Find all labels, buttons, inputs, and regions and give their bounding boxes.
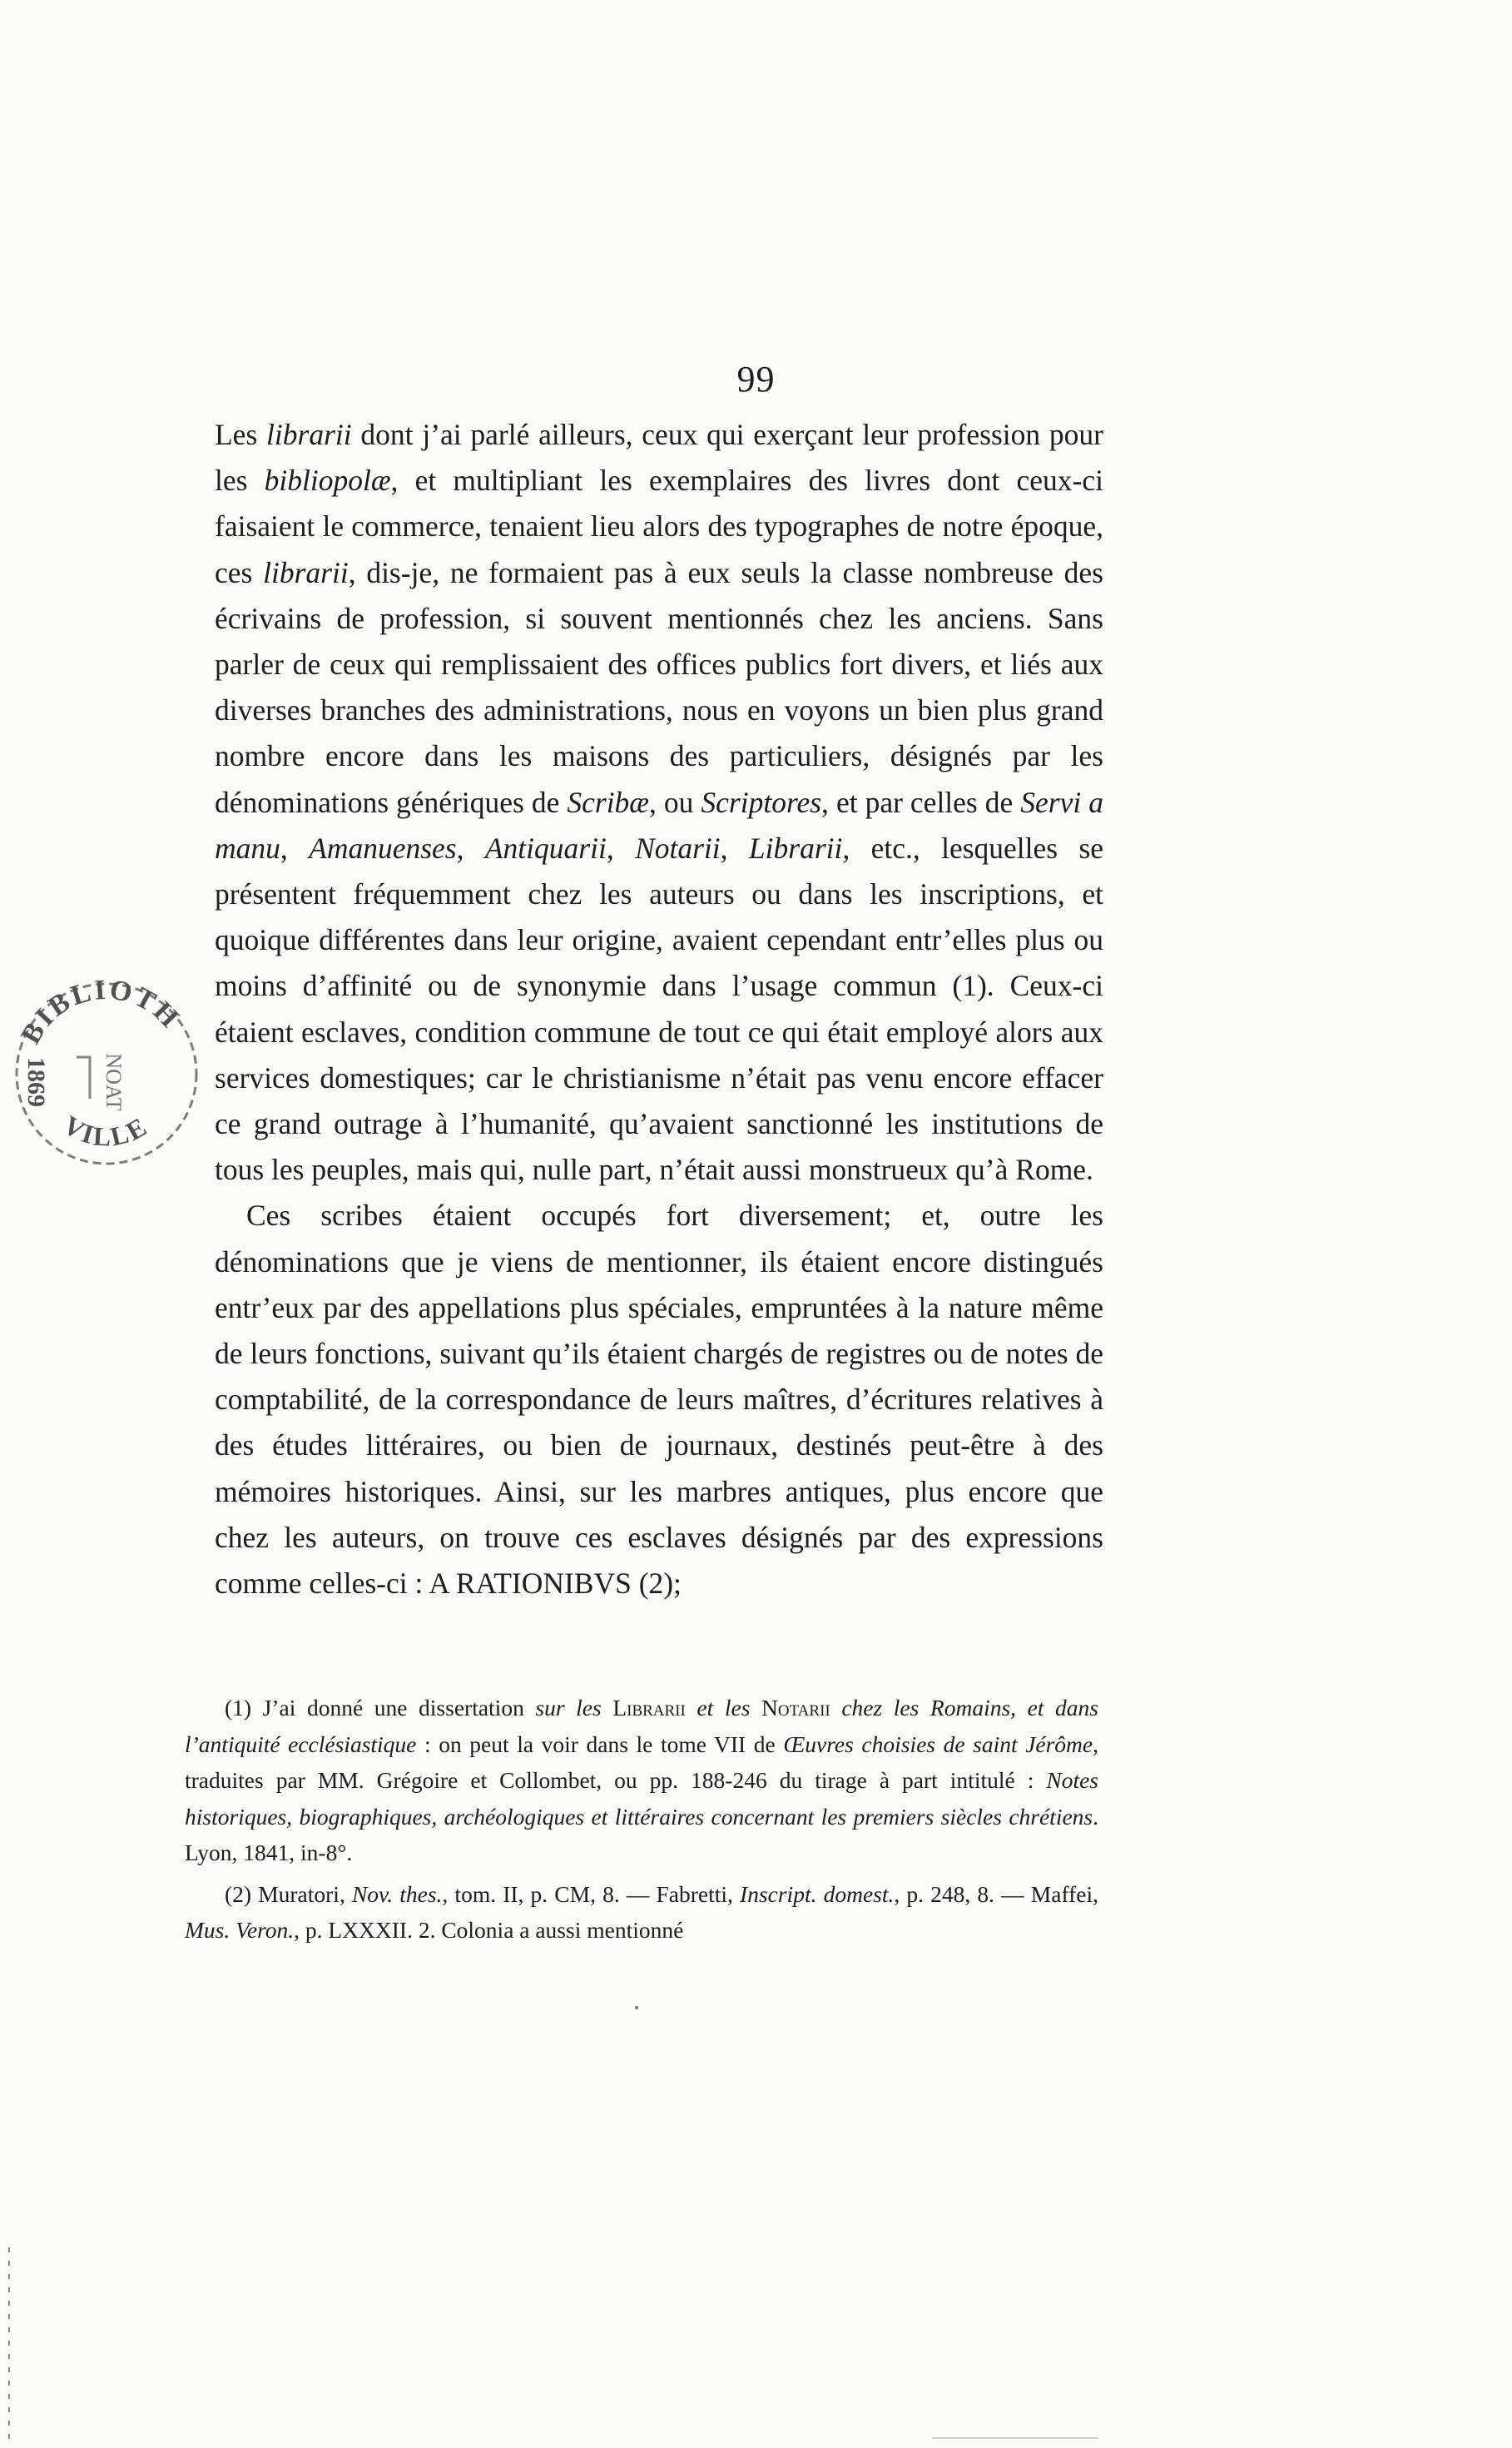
italic-span: Inscript. domest. xyxy=(740,1880,895,1907)
main-text xyxy=(215,412,1103,1606)
italic-span: Librarii xyxy=(748,831,843,865)
italic-span: Scribæ xyxy=(567,785,649,819)
italic-span: librarii xyxy=(263,555,349,589)
paragraph: Ces scribes étaient occupés fort diversement; et, outre les dénominations que je viens de mentionner, ils étaient encore distingués entr’eux par des appellations plus spéciales, empruntées à la nature même de leurs fonctions, suivant qu’ils étaient chargés de registres ou de notes de comptabilité, de la correspondance de leurs maîtres, d’écritures relatives à des études littéraires, ou bien de journaux, destinés peut-être à des mémoires historiques. Ainsi, sur les marbres antiques, plus encore que chez les auteurs, on trouve ces esclaves désignés par des expressions comme celles-ci : A RATIONIBVS (2); xyxy=(215,1199,1103,1601)
italic-span: chez les Romains, et dans l’antiquité ecclésiastique xyxy=(185,1695,1099,1757)
italic-span: et les xyxy=(685,1695,762,1721)
bottom-rule xyxy=(932,2437,1098,2439)
stamp-year: 1869 xyxy=(22,1057,50,1107)
italic-span: Antiquarii xyxy=(484,831,607,865)
italic-span: Nov. thes. xyxy=(351,1880,443,1907)
italic-span: Mus. Veron. xyxy=(185,1917,295,1943)
italic-span: sur les xyxy=(535,1695,613,1721)
page-number: 99 xyxy=(736,359,776,400)
margin-mark xyxy=(7,2247,12,2439)
footnotes xyxy=(185,1690,1098,1949)
stamp-top-text: BIBLIOTH xyxy=(15,974,186,1050)
paragraph: Les librarii dont j’ai parlé ailleurs, ceux qui exerçant leur profession pour les bibliopolæ, et multipliant les exemplaires des livres dont ceux-ci faisaient le commerce, tenaient lieu alors des typographes de notre époque, ces librarii, dis-je, ne formaient pas à eux seuls la classe nombreuse des écrivains de profession, si souvent mentionnés chez les anciens. Sans parler de ceux qui remplissaient des offices publics fort divers, et liés aux diverses branches des administrations, nous en voyons un bien plus grand nombre encore dans les maisons des particuliers, désignés par les dénominations génériques de Scribæ, ou Scriptores, et par celles de Servi a manu, Amanuenses, Antiquarii, Notarii, Librarii, etc., lesquelles se présentent fréquemment chez les auteurs ou dans les inscriptions, et quoique différentes dans leur origine, avaient cependant entr’elles plus ou moins d’affinité ou de synonymie dans l’usage commun (1). Ceux-ci étaient esclaves, condition commune de tout ce qui était employé alors aux services domestiques; car le christianisme n’était pas venu encore effacer ce grand outrage à l’humanité, qu’avaient sanctionné les institutions de tous les peuples, mais qui, nulle part, n’était aussi monstrueux qu’à Rome. xyxy=(215,418,1104,1187)
italic-span: librarii xyxy=(266,418,352,451)
italic-span: Notes historiques, biographiques, archéologiques et littéraires concernant les premiers siècles chrétiens xyxy=(185,1767,1098,1830)
italic-span: Scriptores xyxy=(701,785,822,819)
italic-span: Amanuenses xyxy=(309,831,457,865)
stamp-bottom-text: VILLE xyxy=(58,1109,154,1152)
italic-span: Servi a manu xyxy=(215,785,1104,865)
small-caps-span: Notarii xyxy=(761,1695,830,1721)
ink-speck xyxy=(635,2006,638,2009)
small-caps-span: Librarii xyxy=(612,1695,686,1721)
stamp-center-text: NOAT xyxy=(102,1053,126,1111)
library-stamp xyxy=(7,957,198,1178)
footnote: (1) J’ai donné une dissertation sur les Librarii et les Notarii chez les Romains, et dans l’antiquité ecclésiastique : on peut la voir dans le tome VII de Œuvres choisies de saint Jérôme, traduites par MM. Grégoire et Collombet, ou pp. 188-246 du tirage à part intitulé : Notes historiques, biographiques, archéologiques et littéraires concernant les premiers siècles chrétiens. Lyon, 1841, in-8°. xyxy=(185,1695,1099,1865)
footnote: (2) Muratori, Nov. thes., tom. II, p. CM, 8. — Fabretti, Inscript. domest., p. 248, 8. — Maffei, Mus. Veron., p. LXXXII. 2. Colonia a aussi mentionné xyxy=(185,1880,1098,1943)
italic-span: Œuvres choisies de saint Jérôme xyxy=(783,1730,1093,1757)
italic-span: Notarii xyxy=(635,831,721,865)
italic-span: bibliopolæ xyxy=(264,464,391,498)
